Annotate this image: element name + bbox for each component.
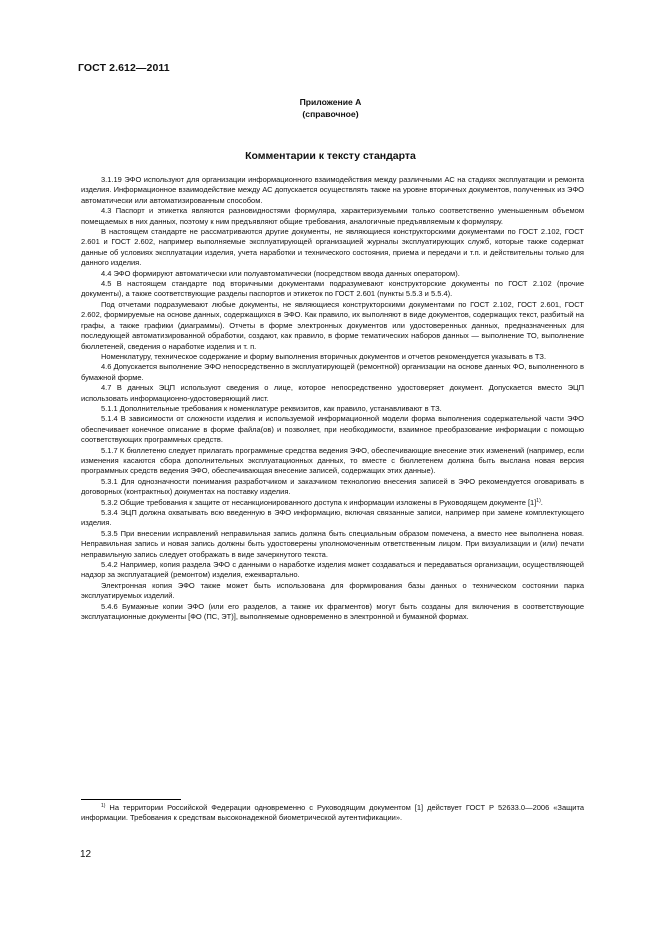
paragraph-text: Электронная копия ЭФО также может быть использована для формирования базы данных о техническом состоянии парка эксплуатируемых изделий. <box>81 580 584 601</box>
paragraph <box>81 529 584 560</box>
appendix-subtitle: (справочное) <box>302 109 359 119</box>
paragraph-text: 5.1.4 В зависимости от сложности изделия и используемой информационной модели форма выполнения содержательной части ЭФО обеспечивает конечное описание в форме файла(ов) и позволяет, при необходимости, взаимное преобразование информации с помощью соответствующих программных средств. <box>81 414 584 445</box>
paragraph-text: 5.3.2 Общие требования к защите от несанкционированного доступа к информации изложены в Руководящем документе [1] <box>101 497 537 507</box>
paragraph-text: 5.4.6 Бумажные копии ЭФО (или его разделов, а также их фрагментов) могут быть созданы для включения в соответствующие эксплуатационные документы [ФО (ПС, ЭТ)], выполняемые одновременно в электронной и бумажной формах. <box>81 601 584 622</box>
paragraph-text: 4.5 В настоящем стандарте под вторичными документами подразумевают конструкторские документы по ГОСТ 2.102 (прочие документы), а также соответствующие разделы паспортов и этикеток по ГОСТ 2.601 (пункты 5.5.3 и 5.5.4). <box>81 279 584 299</box>
paragraph-text: 5.3.4 ЭЦП должна охватывать всю введенную в ЭФО информацию, включая связанные записи, например при замене комплектующего изделия. <box>81 508 584 528</box>
paragraph-text: Под отчетами подразумевают любые документы, не являющиеся конструкторскими документами по ГОСТ 2.102, ГОСТ 2.601, ГОСТ 2.602, формируемые на основе данных, содержащихся в ЭФО. Как правило, их выполняют в виде документов, содержащих текст, разбитый на графы, а также графики (диаграммы). Отчеты в форме электронных документов или удостоверенных данных, предназначенных для последующей автоматизированной обработки, создают, как правило, в форме тематических наборов данных — выполнение ТО, выполнение бюллетеней, сведения о наработке изделия и т. п. <box>81 299 584 351</box>
footnote <box>81 803 584 824</box>
paragraph <box>81 300 584 352</box>
document-header-code: ГОСТ 2.612—2011 <box>78 62 170 74</box>
paragraph-text: 4.7 В данных ЭЦП используют сведения о лице, которое непосредственно удостоверяет документ. Допускается вместо ЭЦП использовать информационно-удостоверяющий лист. <box>81 383 584 403</box>
paragraph-text: 5.3.5 При внесении исправлений неправильная запись должна быть специальным образом помечена, а вместо нее выполнена новая. Неправильная запись и новая запись должны быть удостоверены уполномоченным ответственным лицом. При визуализации и (или) печати неправильную запись следует отображать в виде зачеркнутого текста. <box>81 528 584 559</box>
paragraph <box>81 581 584 602</box>
footnote-text: На территории Российской Федерации одновременно с Руководящим документом [1] действует ГОСТ Р 52633.0—2006 «Защита информации. Требования к средствам высоконадежной биометрической аутентификации». <box>81 803 584 823</box>
paragraph-text: 3.1.19 ЭФО используют для организации информационного взаимодействия между различными АС на стадиях эксплуатации и ремонта изделия. Информационное взаимодействие между АС допускается осуществлять также на уровне вторичных документов, полученных из ЭФО автоматически или автоматизированным способом. <box>81 175 584 205</box>
paragraph <box>81 362 584 383</box>
body-text <box>81 175 584 622</box>
paragraph-text: 5.1.1 Дополнительные требования к номенклатуре реквизитов, как правило, устанавливают в ТЗ. <box>101 403 442 413</box>
footnote-reference: 1) <box>536 497 541 504</box>
paragraph-tail: . <box>540 497 543 507</box>
paragraph-text: 4.6 Допускается выполнение ЭФО непосредственно в эксплуатирующей (ремонтной) организации на основе данных ФО, выполненного в бумажной форме. <box>81 362 584 382</box>
paragraph-text: В настоящем стандарте не рассматриваются другие документы, не являющиеся конструкторскими документами по ГОСТ 2.102, ГОСТ 2.601 и ГОСТ 2.602, например выполняемые эксплуатирующей организацией журналы эксплуатирующих служб, которые также содержат данные об условиях эксплуатации изделия, учета наработки и технического состояния, приема и передачи и т.п. и действительны только для данного изделия. <box>81 227 584 268</box>
footnote-marker: 1) <box>101 803 106 809</box>
paragraph <box>81 279 584 300</box>
paragraph <box>81 446 584 477</box>
paragraph <box>81 414 584 445</box>
paragraph <box>81 404 584 414</box>
paragraph-text: 5.4.2 Например, копия раздела ЭФО с данными о наработке изделия может создаваться и передаваться организации, осуществляющей надзор за эксплуатацией (ремонтом) изделия, ежеквартально. <box>81 560 584 580</box>
paragraph <box>81 352 584 362</box>
paragraph-text: 4.3 Паспорт и этикетка являются разновидностями формуляра, характеризуемыми только соответственно уменьшенным объемом помещаемых в них данных, поэтому к ним предъявляют общие требования, аналогичные предъявляемым к формуляру. <box>81 206 584 226</box>
paragraph <box>81 508 584 529</box>
paragraph <box>81 498 584 508</box>
paragraph <box>81 383 584 404</box>
paragraph <box>81 175 584 206</box>
paragraph <box>81 227 584 269</box>
appendix-title: Приложение А <box>299 97 362 107</box>
paragraph-text: Номенклатуру, техническое содержание и форму выполнения вторичных документов и отчетов рекомендуется указывать в ТЗ. <box>101 351 547 361</box>
page-number: 12 <box>80 849 92 860</box>
section-title: Комментарии к тексту стандарта <box>245 150 416 162</box>
paragraph-text: 5.1.7 К бюллетеню следует прилагать программные средства ведения ЭФО, обеспечивающие внесение этих изменений (например, если изменения касаются сбора дополнительных эксплуатационных данных, то вместе с бюллетенем должна быть выслана новая версия программных средств ведения ЭФО, обеспечивающая внесение записей, содержащих этих данные). <box>81 445 584 476</box>
paragraph <box>81 269 584 279</box>
paragraph <box>81 560 584 581</box>
paragraph-text: 5.3.1 Для однозначности понимания разработчиком и заказчиком технологию внесения записей в ЭФО рекомендуется оговаривать в договорных (контрактных) документах на поставку изделия. <box>81 476 584 497</box>
paragraph <box>81 206 584 227</box>
paragraph <box>81 602 584 623</box>
paragraph-text: 4.4 ЭФО формируют автоматически или полуавтоматически (посредством ввода данных оператором). <box>101 268 460 278</box>
footnote-separator <box>81 799 181 800</box>
paragraph <box>81 477 584 498</box>
